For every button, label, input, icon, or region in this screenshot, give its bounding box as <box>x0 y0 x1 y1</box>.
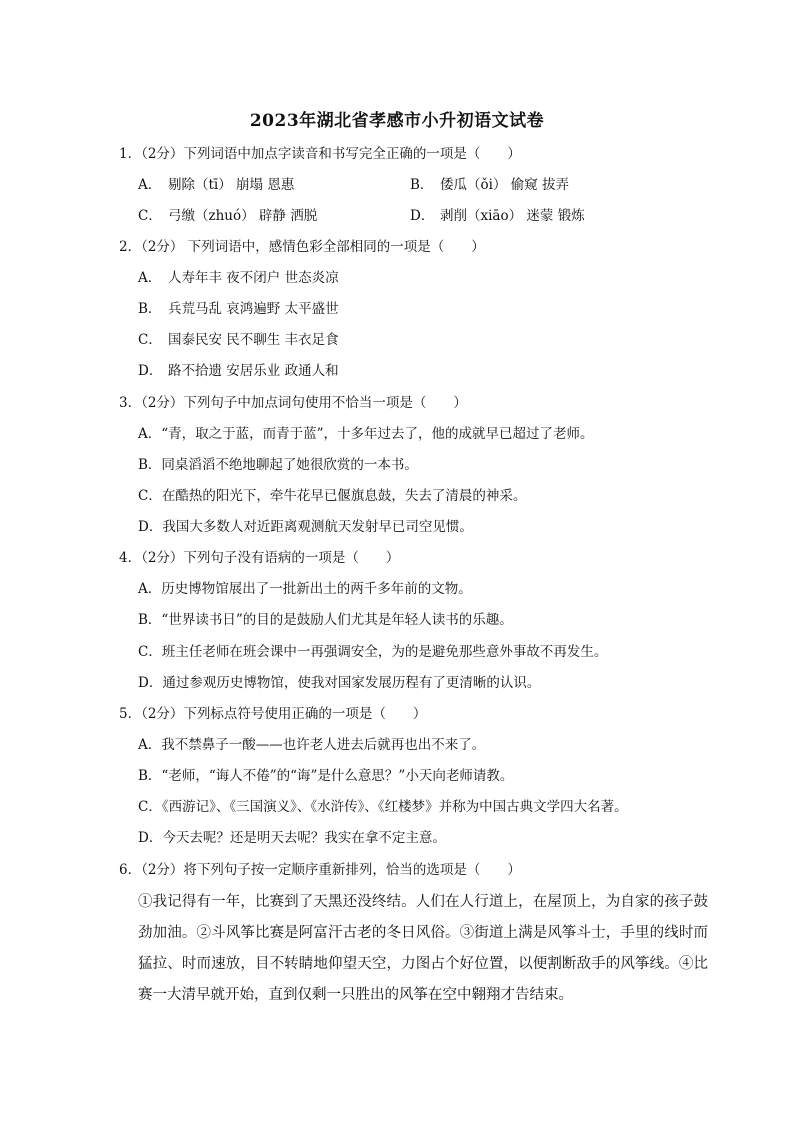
option-letter: C． <box>138 644 162 660</box>
option-letter: A． <box>138 581 162 597</box>
option-text: 剔除（tī） 崩塌 恩惠 <box>168 177 295 193</box>
question-6-stem: 6．（2分）将下列句子按一定顺序重新排列，恰当的选项是（ ） <box>119 862 521 878</box>
option-letter: D． <box>138 675 163 691</box>
option-text: 兵荒马乱 哀鸿遍野 太平盛世 <box>168 301 339 317</box>
option-letter: A． <box>138 177 162 193</box>
option-letter: D． <box>138 363 163 379</box>
question-5-stem: 5．（2分）下列标点符号使用正确的一项是（ ） <box>119 706 427 722</box>
question-3-option-c <box>138 487 718 505</box>
option-letter: A． <box>138 426 162 442</box>
option-text: “青，取之于蓝，而青于蓝”，十多年过去了，他的成就早已超过了老师。 <box>161 426 594 442</box>
question-4-option-c <box>138 643 718 661</box>
question-2-option-d <box>138 362 718 380</box>
option-letter: B． <box>410 177 434 193</box>
question-1-option-d <box>410 207 710 225</box>
option-letter: A． <box>138 737 162 753</box>
question-1-option-b <box>410 176 710 194</box>
question-2-option-a <box>138 269 718 287</box>
option-letter: D． <box>138 830 163 846</box>
question-4-option-a <box>138 580 718 598</box>
option-text: 班主任老师在班会课中一再强调安全，为的是避免那些意外事故不再发生。 <box>161 644 608 660</box>
option-letter: C． <box>138 488 162 504</box>
question-3-option-d <box>138 518 718 536</box>
option-letter: A． <box>138 270 162 286</box>
option-text: 我不禁鼻子一酸——也许老人进去后就再也出不来了。 <box>161 737 486 753</box>
option-letter: D． <box>410 208 435 224</box>
question-5-option-a <box>138 736 718 754</box>
question-2-option-c <box>138 331 718 349</box>
option-text: 同桌滔滔不绝地聊起了她很欣赏的一本书。 <box>161 457 418 473</box>
question-2-stem: 2．（2分） 下列词语中，感情色彩全部相同的一项是（ ） <box>119 239 485 255</box>
question-5-option-d <box>138 829 718 847</box>
question-1-stem: 1．（2分）下列词语中加点字读音和书写完全正确的一项是（ ） <box>119 146 521 162</box>
question-4-stem: 4．（2分）下列句子没有语病的一项是（ ） <box>119 550 400 566</box>
option-text: 今天去呢？还是明天去呢？我实在拿不定主意。 <box>162 830 446 846</box>
option-letter: D． <box>138 519 163 535</box>
option-letter: C． <box>138 332 162 348</box>
option-letter: C． <box>138 208 162 224</box>
question-2-option-b <box>138 300 718 318</box>
option-text: 历史博物馆展出了一批新出土的两千多年前的文物。 <box>161 581 472 597</box>
option-text: 弓缴（zhuó） 辟静 洒脱 <box>168 208 318 224</box>
option-text: 通过参观历史博物馆，使我对国家发展历程有了更清晰的认识。 <box>162 675 541 691</box>
question-6-passage: ①我记得有一年，比赛到了天黑还没终结。人们在人行道上，在屋顶上，为自家的孩子鼓劲加油。②斗风筝比赛是阿富汗古老的冬日风俗。③街道上满是风筝斗士，手里的线时而猛拉、时而速放，目不转睛地仰望天空，力图占个好位置，以便割断敌手的风筝线。④比赛一大清早就开始，直到仅剩一只胜出的风筝在空中翱翔才告结束。 <box>138 894 708 1003</box>
option-text: 人寿年丰 夜不闭户 世态炎凉 <box>168 270 339 286</box>
exam-title: 2023年湖北省孝感市小升初语文试卷 <box>249 111 545 131</box>
option-text: “老师，“诲人不倦”的“诲”是什么意思？”小天向老师请教。 <box>161 768 514 784</box>
option-text: 国泰民安 民不聊生 丰衣足食 <box>168 332 339 348</box>
question-4-option-b <box>138 611 718 629</box>
question-3-option-b <box>138 456 718 474</box>
option-text: “世界读书日”的目的是鼓励人们尤其是年轻人读书的乐趣。 <box>161 612 513 628</box>
question-5-option-b <box>138 767 718 785</box>
option-letter: C． <box>138 799 162 815</box>
question-3-option-a <box>138 425 718 443</box>
question-3-stem: 3．（2分）下列句子中加点词句使用不恰当一项是（ ） <box>119 395 467 411</box>
option-text: 《西游记》、《三国演义》、《水浒传》、《红楼梦》并称为中国古典文学四大名著。 <box>161 799 628 815</box>
option-letter: B． <box>138 612 162 628</box>
option-text: 剥削（xiāo） 迷蒙 锻炼 <box>440 208 585 224</box>
option-text: 路不拾遗 安居乐业 政通人和 <box>168 363 339 379</box>
option-letter: B． <box>138 301 162 317</box>
option-text: 在酷热的阳光下，牵牛花早已偃旗息鼓，失去了清晨的神采。 <box>161 488 527 504</box>
option-letter: B． <box>138 457 162 473</box>
question-5-option-c <box>138 798 718 816</box>
option-letter: B． <box>138 768 162 784</box>
question-4-option-d <box>138 674 718 692</box>
option-text: 我国大多数人对近距离观测航天发射早已司空见惯。 <box>162 519 473 535</box>
option-text: 倭瓜（ǒi） 偷窥 拔弄 <box>440 177 570 193</box>
